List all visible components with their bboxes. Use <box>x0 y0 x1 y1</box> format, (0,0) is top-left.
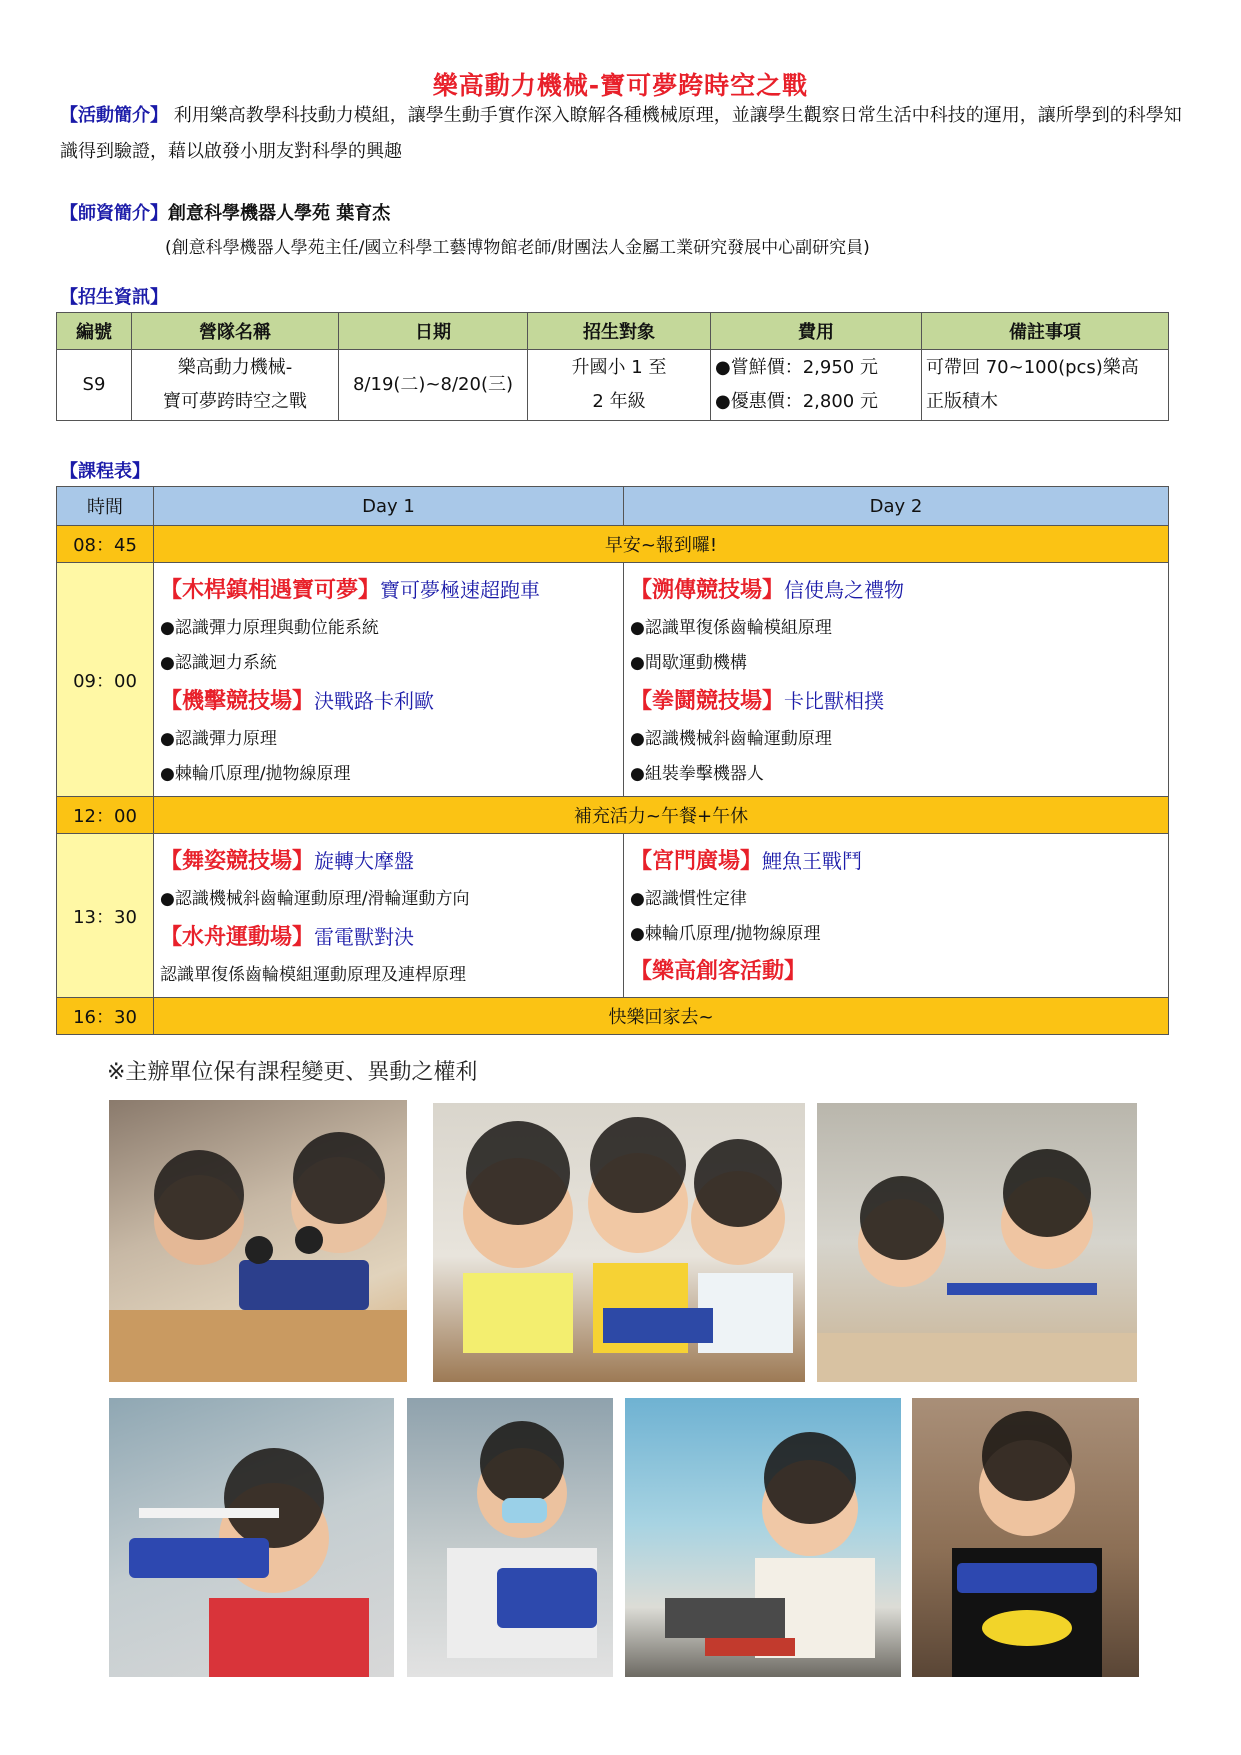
enroll-header-note: 備註事項 <box>922 313 1169 350</box>
session-point: ●認識彈力原理與動位能系統 <box>160 617 379 638</box>
session-title <box>630 841 1162 882</box>
notice: ※主辦單位保有課程變更、異動之權利 <box>107 1060 478 1085</box>
band-checkin: 早安~報到囉! <box>154 526 1169 563</box>
enroll-date: 8/19(二)~8/20(三) <box>339 350 528 421</box>
session-label: 【溯傳競技場】 <box>630 577 785 603</box>
session-point: ●間歇運動機構 <box>630 652 747 673</box>
photo-boy-helicopter <box>109 1398 394 1677</box>
enroll-name <box>132 350 339 421</box>
day2-morning <box>624 563 1169 797</box>
schedule-table <box>56 486 1169 1035</box>
session-name: 寶可夢極速超跑車 <box>380 577 541 602</box>
photo-scene <box>625 1398 901 1677</box>
time-1330: 13：30 <box>57 834 154 998</box>
enroll-name-line: 寶可夢跨時空之戰 <box>163 391 307 412</box>
photo-boy-mask <box>407 1398 613 1677</box>
session-title <box>160 917 617 958</box>
page-title: 樂高動力機械-寶可夢跨時空之戰 <box>432 71 809 100</box>
time-0900: 09：00 <box>57 563 154 797</box>
photo-kids-smiling <box>433 1103 805 1382</box>
day1-afternoon <box>154 834 624 998</box>
photo-scene <box>407 1398 613 1677</box>
session-title: 【樂高創客活動】 <box>630 959 807 984</box>
session-point: ●棘輪爪原理/拋物線原理 <box>160 763 351 784</box>
photo-kids-building <box>109 1100 407 1382</box>
photo-scene <box>817 1103 1137 1382</box>
enroll-note-line: 正版積木 <box>926 391 998 412</box>
photo-scene <box>109 1100 407 1382</box>
session-point: 認識單復係齒輪模組運動原理及連桿原理 <box>160 964 466 985</box>
enroll-label: 【招生資訊】 <box>60 287 168 308</box>
photo-scene <box>109 1398 394 1677</box>
enroll-id: S9 <box>57 350 132 421</box>
band-home: 快樂回家去~ <box>154 998 1169 1035</box>
session-point: ●認識慣性定律 <box>630 889 747 909</box>
photo-scene <box>433 1103 805 1382</box>
teacher-desc: (創意科學機器人學苑主任/國立科學工藝博物館老師/財團法人金屬工業研究發展中心副研究員) <box>165 238 870 258</box>
enroll-name-line: 樂高動力機械- <box>177 357 293 378</box>
enroll-note <box>922 350 1169 421</box>
teacher-label: 【師資簡介】 <box>60 203 168 224</box>
session-label: 【水舟運動場】 <box>160 924 315 950</box>
enroll-note-line: 可帶回 70~100(pcs)樂高 <box>926 357 1139 378</box>
session-name: 雷電獸對決 <box>314 924 415 949</box>
session-label: 【宮門廣場】 <box>630 849 763 874</box>
session-point: ●認識單復係齒輪模組原理 <box>630 617 832 638</box>
session-label: 【拳鬪競技場】 <box>630 688 785 714</box>
schedule-header-time: 時間 <box>57 487 154 526</box>
photo-girl-smiling <box>625 1398 901 1677</box>
enroll-fee <box>711 350 922 421</box>
teacher-name: 創意科學機器人學苑 葉育杰 <box>168 203 391 224</box>
enroll-target-line: 2 年級 <box>592 391 646 412</box>
enroll-target-line: 升國小 1 至 <box>571 357 667 378</box>
session-point: ●認識機械斜齒輪運動原理 <box>630 728 832 749</box>
session-name: 決戰路卡利歐 <box>314 688 435 713</box>
session-point: ●認識彈力原理 <box>160 728 277 749</box>
session-title <box>160 681 617 722</box>
session-point: ●認識迴力系統 <box>160 652 277 673</box>
session-label: 【木桿鎮相遇寶可夢】 <box>160 577 381 603</box>
intro-label: 【活動簡介】 <box>60 105 168 126</box>
enroll-target <box>528 350 711 421</box>
enroll-fee-line: ●優惠價：2,800 元 <box>715 391 878 412</box>
enroll-header-id: 編號 <box>57 313 132 350</box>
photo-scene <box>912 1398 1139 1677</box>
enroll-header-date: 日期 <box>339 313 528 350</box>
enroll-header-target: 招生對象 <box>528 313 711 350</box>
intro-paragraph <box>60 98 1190 170</box>
session-name: 旋轉大摩盤 <box>314 848 415 873</box>
session-title <box>630 681 1162 722</box>
enroll-header-fee: 費用 <box>711 313 922 350</box>
schedule-header-day1: Day 1 <box>154 487 624 526</box>
session-name: 鯉魚王戰鬥 <box>762 849 863 873</box>
time-0845: 08：45 <box>57 526 154 563</box>
enroll-header-name: 營隊名稱 <box>132 313 339 350</box>
teacher-line <box>60 196 1190 232</box>
session-point: ●組裝拳擊機器人 <box>630 763 764 784</box>
session-title <box>630 570 1162 611</box>
session-label: 【機擊競技場】 <box>160 688 315 714</box>
table-row <box>57 350 1169 421</box>
session-title <box>160 570 617 611</box>
session-title <box>160 841 617 882</box>
day2-afternoon <box>624 834 1169 998</box>
session-label: 【舞姿競技場】 <box>160 848 315 874</box>
session-point: ●認識機械斜齒輪運動原理/滑輪運動方向 <box>160 888 470 909</box>
intro-text: 利用樂高教學科技動力模組，讓學生動手實作深入瞭解各種機械原理，並讓學生觀察日常生活中科技的運用，讓所學到的科學知識得到驗證，藉以啟發小朋友對科學的興趣 <box>60 105 1182 162</box>
day1-morning <box>154 563 624 797</box>
enroll-table <box>56 312 1169 421</box>
schedule-label: 【課程表】 <box>60 461 150 482</box>
photo-girls-building <box>817 1103 1137 1382</box>
photo-boy-batman <box>912 1398 1139 1677</box>
session-name: 信使鳥之禮物 <box>784 577 905 602</box>
session-name: 卡比獸相撲 <box>784 688 885 713</box>
session-point: ●棘輪爪原理/拋物線原理 <box>630 924 821 944</box>
enroll-fee-line: ●嘗鮮價：2,950 元 <box>715 357 878 378</box>
time-1630: 16：30 <box>57 998 154 1035</box>
time-1200: 12：00 <box>57 797 154 834</box>
band-lunch: 補充活力~午餐+午休 <box>154 797 1169 834</box>
schedule-header-day2: Day 2 <box>624 487 1169 526</box>
